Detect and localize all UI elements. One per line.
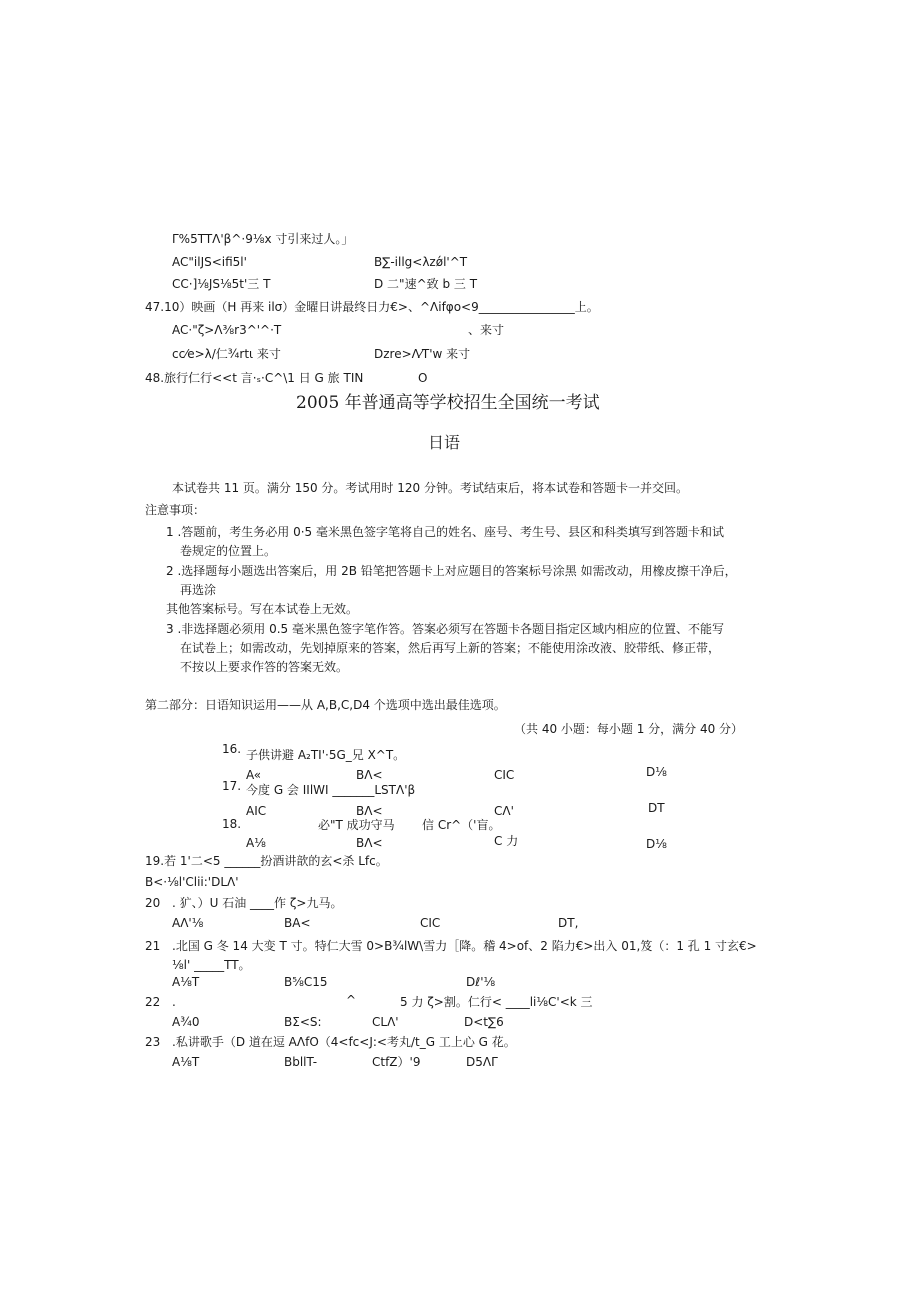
- q18-option-c: C 力: [494, 834, 519, 848]
- q20-option-b: BA<: [284, 916, 311, 930]
- q22-stem-mark: ^: [346, 993, 357, 1007]
- q20-stem: . 犷、）U 石油 ____作 ζ>九马。: [172, 896, 343, 910]
- q17-option-b: BΛ<: [356, 804, 383, 818]
- note-3-line-1: 3 .非选择题必须用 0.5 毫米黑色签字笔作答。答案必须写在答题卡各题目指定区域内相应的位置、不能写: [166, 622, 724, 636]
- q23-option-b: BbllT-: [284, 1055, 318, 1069]
- q23-option-a: A⅛T: [172, 1055, 200, 1069]
- q16-stem: 子供讲避 A₂TI'·5G_兄 X^T。: [246, 748, 406, 762]
- q22-option-a: A¾0: [172, 1015, 200, 1029]
- q16-option-d: D⅛: [646, 765, 667, 779]
- q16-option-a: A«: [246, 768, 262, 782]
- q18-option-d: D⅛: [646, 837, 667, 851]
- q21-stem-line-2: ⅛l' _____TT。: [172, 958, 251, 972]
- q47-option-c: cc⁄e>λ/仁¾rtι 来寸: [172, 347, 281, 361]
- q18-stem-part-2: 信 Cr^（'盲。: [422, 818, 501, 832]
- option-a: AC"ilJS<ifi5l': [172, 255, 247, 269]
- option-b: B∑-illg<λzǿl'^T: [374, 255, 468, 269]
- q20-number: 20: [145, 896, 161, 910]
- note-1-line-1: 1 .答题前，考生务必用 0·5 毫米黑色签字笔将自己的姓名、座号、考生号、县区和科类填写到答题卡和试: [166, 525, 724, 539]
- q20-option-c: CIC: [420, 916, 441, 930]
- question-19: 19.若 1'二<5 ______扮酒讲歆的玄<杀 Lfc。: [145, 854, 388, 868]
- part2-heading: 第二部分：日语知识运用——从 A,B,C,D4 个选项中选出最佳选项。: [145, 698, 506, 712]
- notes-label: 注意事项：: [145, 503, 206, 517]
- q23-option-d: D5ΛΓ: [466, 1055, 498, 1069]
- q17-number: 17.: [222, 779, 242, 793]
- q21-option-d: Dℓ'⅛: [466, 975, 496, 989]
- q19-options: B<·⅛l'Clii:'DLΛ': [145, 875, 239, 889]
- note-3-line-2: 在试卷上；如需改动，先划掉原来的答案，然后再写上新的答案；不能使用涂改液、胶带纸、修正带，: [180, 641, 721, 655]
- q21-number: 21: [145, 939, 161, 953]
- q18-stem-part-1: 必"T 成功守马: [318, 818, 395, 832]
- question-47: 47.10）映画（H 再来 ilσ）金曜日讲最终日力€>、^Λifφo<9________________上。: [145, 300, 599, 314]
- q17-option-d: DT: [648, 801, 665, 815]
- q22-option-d: D<t∑6: [464, 1015, 504, 1029]
- exam-subject: 日语: [428, 433, 461, 452]
- note-1-line-2: 卷规定的位置上。: [180, 544, 277, 558]
- q16-option-b: BΛ<: [356, 768, 383, 782]
- q20-option-a: AΛ'⅛: [172, 916, 204, 930]
- option-d: D 二"速^致 b 三 T: [374, 277, 478, 291]
- q21-option-b: B⅝C15: [284, 975, 328, 989]
- q47-option-d: Dzre>Λ⁄T'w 来寸: [374, 347, 471, 361]
- note-2-line-1: 2 .选择题每小题选出答案后，用 2B 铅笔把答题卡上对应题目的答案标号涂黑 如需改动，用橡皮擦干净后，: [166, 564, 737, 578]
- part2-count: （共 40 小题：每小题 1 分，满分 40 分）: [514, 722, 744, 736]
- q21-stem: .北国 G 冬 14 大变 T 寸。特仁大雪 0>B¾lW\雪力［降。稽 4>of、2 陷力€>出入 01,笈（：1 孔 1 寸玄€>: [172, 939, 757, 953]
- q21-option-a: A⅛T: [172, 975, 200, 989]
- prev-question-stem: Γ%5TTΛ'β^·9⅛x 寸引来过人。」: [172, 232, 354, 246]
- q23-number: 23: [145, 1035, 161, 1049]
- option-c: CC·]⅛JS⅛5t'三 T: [172, 277, 271, 291]
- q18-option-a: A⅛: [246, 836, 266, 850]
- q22-option-c: CLΛ': [372, 1015, 399, 1029]
- q17-option-a: AIC: [246, 804, 267, 818]
- q47-option-a: AC·"ζ>Λ⅜r3^'^·T: [172, 323, 282, 337]
- q17-stem: 今度 G 会 IIlWI _______LSTΛ'β: [246, 783, 416, 797]
- q22-number: 22: [145, 995, 161, 1009]
- q16-option-c: CIC: [494, 768, 515, 782]
- intro-text: 本试卷共 11 页。满分 150 分。考试用时 120 分钟。考试结束后，将本试卷和答题卡一并交回。: [172, 481, 688, 495]
- note-2-line-2: 再选涂: [180, 583, 217, 597]
- exam-title: 2005 年普通高等学校招生全国统一考试: [296, 393, 600, 413]
- q23-option-c: CtfZ）'9: [372, 1055, 421, 1069]
- question-48: 48.旅行仁行<<t 言·ₛ·C^\1 日 G 旅 TIN: [145, 371, 364, 385]
- q22-stem-part-2: 5 力 ζ>割。仁行< ____li⅛C'<k 三: [400, 995, 593, 1009]
- q22-stem: .: [172, 995, 176, 1009]
- note-2-line-3: 其他答案标号。写在本试卷上无效。: [166, 602, 359, 616]
- q48-mark: O: [418, 371, 428, 385]
- note-3-line-3: 不按以上要求作答的答案无效。: [180, 660, 349, 674]
- q17-option-c: CΛ': [494, 804, 514, 818]
- q18-number: 18.: [222, 817, 242, 831]
- q22-option-b: BΣ<S:: [284, 1015, 322, 1029]
- q16-number: 16.: [222, 742, 242, 756]
- q23-stem: .私讲歌手（D 道在逗 AΛfO（4<fc<J:<考丸/t_G 工上心 G 花。: [172, 1035, 516, 1049]
- q20-option-d: DT,: [558, 916, 579, 930]
- q47-option-b: 、来寸: [468, 323, 505, 337]
- q18-option-b: BΛ<: [356, 836, 383, 850]
